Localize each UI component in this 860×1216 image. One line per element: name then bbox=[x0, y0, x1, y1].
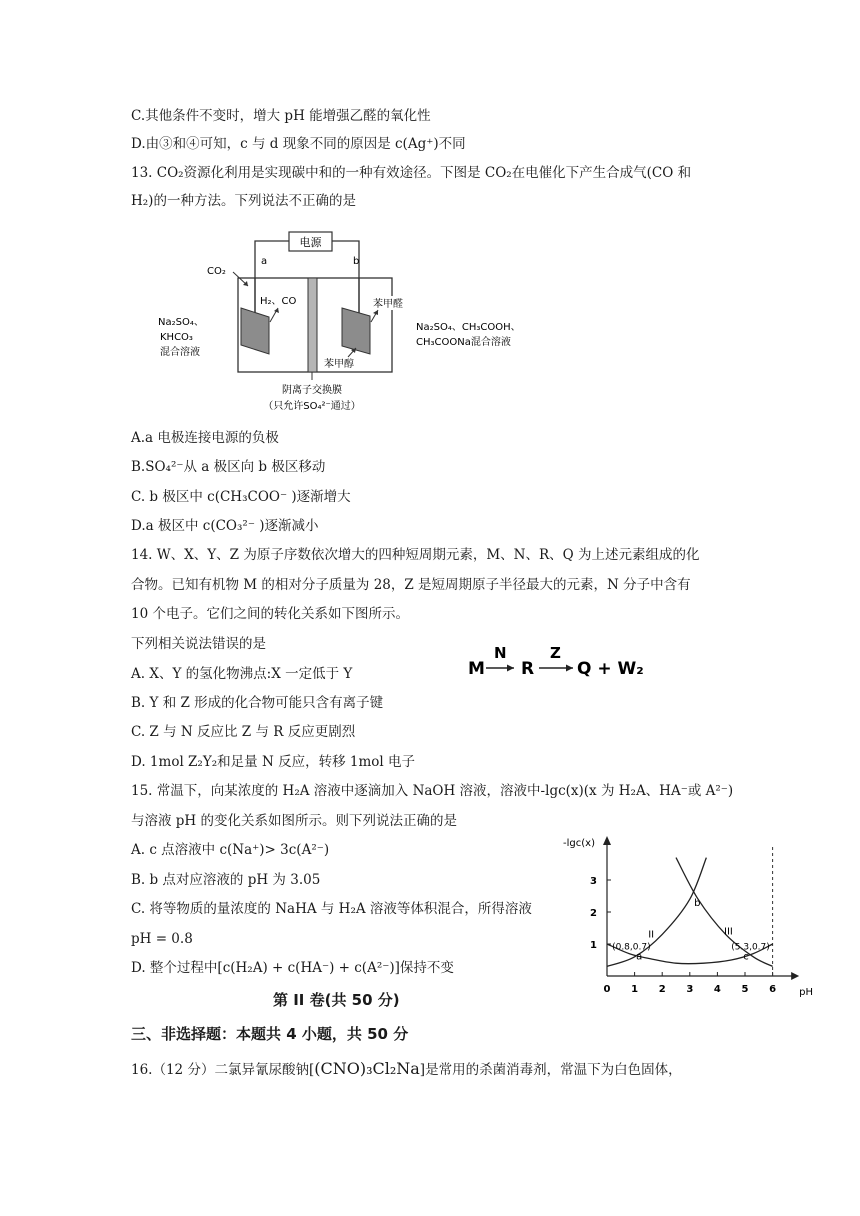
y-tick-label: 3 bbox=[590, 876, 597, 887]
left-solution-line3: 混合溶液 bbox=[160, 347, 200, 358]
power-label: 电源 bbox=[299, 236, 322, 249]
q16-stem-b: ]是常用的杀菌消毒剂，常温下为白色固体， bbox=[419, 1062, 682, 1078]
y-axis-label: -lgc(x) bbox=[563, 838, 595, 849]
q14-option-b: B. Y 和 Z 形成的化合物可能只含有离子键 bbox=[131, 695, 384, 711]
benzyl-alcohol-label: 苯甲醇 bbox=[324, 359, 354, 370]
h2-co-label: H₂、CO bbox=[260, 296, 297, 307]
right-solution-line1: Na₂SO₄、CH₃COOH、 bbox=[416, 322, 521, 333]
q15-option-c-line2: pH = 0.8 bbox=[131, 931, 193, 947]
q15-option-c-line1: C. 将等物质的量浓度的 NaHA 与 H₂A 溶液等体积混合，所得溶液 bbox=[131, 901, 532, 917]
q14-option-c: C. Z 与 N 反应比 Z 与 R 反应更剧烈 bbox=[131, 724, 356, 740]
q14-stem-line3: 10 个电子。它们之间的转化关系如下图所示。 bbox=[131, 606, 409, 622]
point-label-b: b bbox=[694, 898, 701, 909]
q15-option-d: D. 整个过程中[c(H₂A) + c(HA⁻) + c(A²⁻)]保持不变 bbox=[131, 960, 454, 976]
q15-stem-line1: 15. 常温下，向某浓度的 H₂A 溶液中逐滴加入 NaOH 溶液，溶液中-lgc(x)(x 为 H₂A、HA⁻或 A²⁻) bbox=[131, 783, 734, 799]
series-label-ii: II bbox=[648, 929, 655, 941]
left-solution-line1: Na₂SO₄、 bbox=[158, 317, 204, 328]
y-axis-arrow bbox=[603, 836, 611, 845]
x-axis-arrow bbox=[791, 972, 799, 980]
x-tick-label: 4 bbox=[713, 984, 721, 995]
q12-option-c: C.其他条件不变时，增大 pH 能增强乙醛的氧化性 bbox=[131, 108, 431, 124]
q12-option-d: D.由③和④可知，c 与 d 现象不同的原因是 c(Ag⁺)不同 bbox=[131, 136, 466, 152]
membrane-label-line1: 阴离子交换膜 bbox=[282, 385, 342, 396]
q15-stem-line2: 与溶液 pH 的变化关系如图所示。则下列说法正确的是 bbox=[131, 813, 457, 829]
right-solution-line2: CH₃COONa混合溶液 bbox=[416, 337, 511, 348]
q16-formula: (CNO)₃Cl₂Na bbox=[314, 1059, 420, 1078]
q15-option-a: A. c 点溶液中 c(Na⁺)> 3c(A²⁻) bbox=[131, 842, 330, 858]
left-solution-line2: KHCO₃ bbox=[160, 332, 193, 343]
q13-option-b: B.SO₄²⁻从 a 极区向 b 极区移动 bbox=[131, 459, 326, 475]
point-label-c: c bbox=[743, 951, 749, 963]
q15-option-b: B. b 点对应溶液的 pH 为 3.05 bbox=[131, 872, 321, 888]
scheme-n: N bbox=[494, 644, 507, 662]
q16-stem bbox=[131, 1059, 682, 1080]
co2-label: CO₂ bbox=[207, 266, 226, 277]
membrane-label-line2: （只允许SO₄²⁻通过） bbox=[263, 401, 361, 412]
q13-option-d: D.a 极区中 c(CO₃²⁻ )逐渐减小 bbox=[131, 518, 319, 534]
scheme-m: M bbox=[468, 659, 485, 679]
q13-stem-line1: 13. CO₂资源化利用是实现碳中和的一种有效途径。下图是 CO₂在电催化下产生合成气(CO 和 bbox=[131, 165, 692, 181]
electrode-b bbox=[342, 308, 370, 354]
q14-option-d: D. 1mol Z₂Y₂和足量 N 反应，转移 1mol 电子 bbox=[131, 754, 415, 770]
electrode-a-label: a bbox=[261, 256, 268, 267]
q13-option-a: A.a 电极连接电源的负极 bbox=[131, 430, 279, 446]
scheme-q-w2: Q + W₂ bbox=[577, 659, 644, 679]
y-tick-label: 1 bbox=[590, 940, 597, 951]
x-axis-label: pH bbox=[799, 987, 814, 998]
x-tick-label: 1 bbox=[631, 984, 639, 995]
ion-exchange-membrane bbox=[308, 278, 317, 372]
benzaldehyde-label: 苯甲醛 bbox=[373, 299, 403, 310]
point-annotation-a: (0.8,0.7) bbox=[612, 942, 651, 953]
x-tick-label: 0 bbox=[603, 984, 611, 995]
y-tick-label: 2 bbox=[590, 908, 597, 919]
electrolysis-diagram bbox=[150, 222, 550, 417]
point-label-a: a bbox=[636, 951, 643, 963]
scheme-r: R bbox=[521, 659, 535, 679]
q16-stem-a: 16.（12 分）二氯异氰尿酸钠[ bbox=[131, 1062, 315, 1078]
reaction-scheme bbox=[462, 638, 652, 686]
q13-stem-line2: H₂)的一种方法。下列说法不正确的是 bbox=[131, 193, 356, 209]
electrode-b-label: b bbox=[353, 256, 360, 267]
lgc-ph-chart bbox=[560, 836, 820, 1006]
q14-option-a: A. X、Y 的氢化物沸点:X 一定低于 Y bbox=[131, 666, 353, 682]
q14-stem-line4: 下列相关说法错误的是 bbox=[131, 636, 266, 652]
part-3-heading: 三、非选择题：本题共 4 小题，共 50 分 bbox=[131, 1025, 409, 1043]
x-tick-label: 6 bbox=[769, 984, 777, 995]
x-tick-label: 2 bbox=[658, 984, 666, 995]
q13-option-c: C. b 极区中 c(CH₃COO⁻ )逐渐增大 bbox=[131, 489, 351, 505]
series-label-iii: III bbox=[724, 926, 733, 938]
scheme-z: Z bbox=[550, 644, 561, 662]
q14-stem-line1: 14. W、X、Y、Z 为原子序数依次增大的四种短周期元素，M、N、R、Q 为上述元素组成的化 bbox=[131, 547, 700, 563]
x-tick-label: 3 bbox=[686, 984, 694, 995]
section-2-title: 第 II 卷(共 50 分) bbox=[273, 991, 400, 1009]
x-tick-label: 5 bbox=[741, 984, 749, 995]
q14-stem-line2: 合物。已知有机物 M 的相对分子质量为 28，Z 是短周期原子半径最大的元素，N 分子中含有 bbox=[131, 577, 691, 593]
point-annotation-c: (5.3,0.7) bbox=[731, 942, 770, 953]
